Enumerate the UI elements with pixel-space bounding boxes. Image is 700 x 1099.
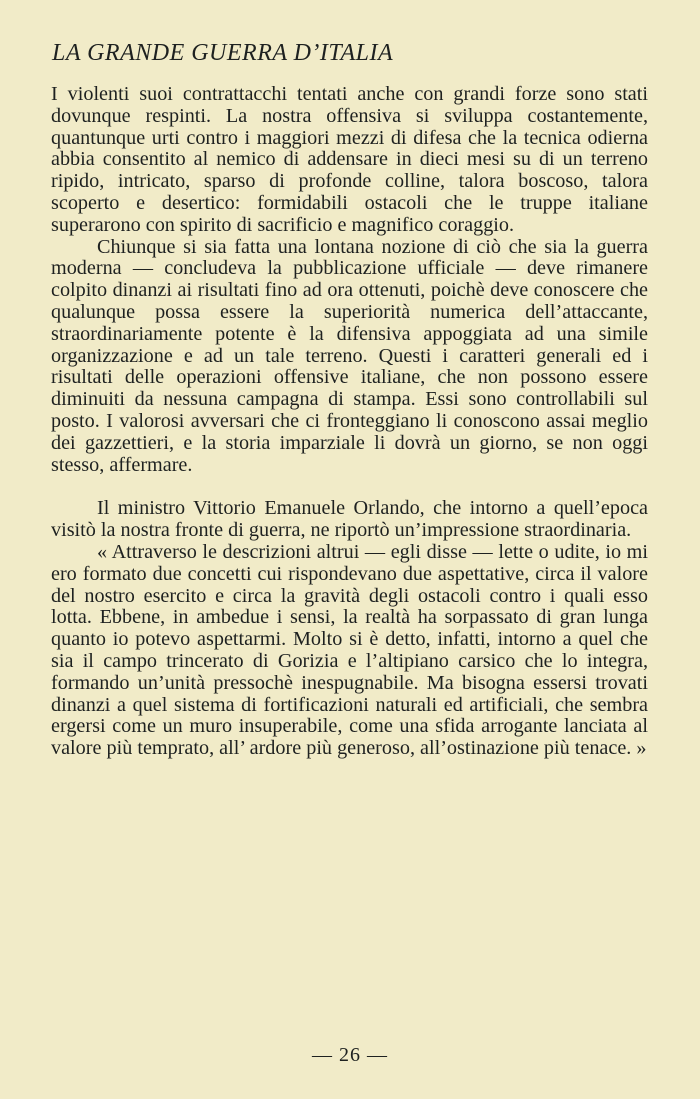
running-head-title: LA GRANDE GUERRA D’ITALIA — [52, 40, 394, 66]
paragraph-3: Il ministro Vittorio Emanuele Orlando, che intorno a quell’epoca visitò la nostra fronte di guerra, ne riportò un’impressione straordinaria. — [51, 497, 648, 542]
section-break — [51, 476, 648, 498]
paragraph-4: « Attraverso le descrizioni altrui — egli disse — lette o udite, io mi ero formato due concetti cui rispondevano due aspettative, circa il valore del nostro esercito e circa la gravità degli ostacoli contro i quali esso lotta. Ebbene, in ambedue i sensi, la realtà ha sorpassato di gran lunga quanto io potevo aspettarmi. Molto si è detto, infatti, intorno a quel che sia il campo trincerato di Gorizia e l’altipiano carsico che lo integra, formando un’unità pressochè inespugnabile. Ma bisogna essersi trovati dinanzi a quel sistema di fortificazioni naturali ed artificiali, che sembra ergersi come un muro insuperabile, come una sfida arrogante lanciata al valore più temprato, all’ ardore più generoso, all’ostinazione più tenace. » — [51, 540, 648, 760]
paragraph-2: Chiunque si sia fatta una lontana nozione di ciò che sia la guerra moderna — concludeva la pubblicazione ufficiale — deve rimanere colpito dinanzi ai risultati fino ad ora ottenuti, poichè deve conoscere che qualunque possa essere la superiorità numerica dell’attaccante, straordinariamente potente è la difensiva appoggiata ad una simile organizzazione e ad un tale terreno. Questi i caratteri generali ed i risultati delle operazioni offensive italiane, che non possono essere diminuiti da nessuna campagna di stampa. Essi sono controllabili sul posto. I valorosi avversari che ci fronteggiano li conoscono assai meglio dei gazzettieri, e la storia imparziale li dovrà un giorno, se non oggi stesso, affermare. — [51, 235, 648, 476]
body-text — [51, 84, 648, 760]
page-number: — 26 — — [312, 1044, 388, 1066]
paragraph-1: I violenti suoi contrattacchi tentati anche con grandi forze sono stati dovunque respinti. La nostra offensiva si sviluppa costantemente, quantunque urti contro i maggiori mezzi di difesa che la tecnica odierna abbia consentito al nemico di addensare in dieci mesi su di un terreno ripido, intricato, sparso di profonde colline, talora boscoso, talora scoperto e desertico: formidabili ostacoli che le truppe italiane superarono con spirito di sacrificio e magnifico coraggio. — [51, 83, 648, 236]
